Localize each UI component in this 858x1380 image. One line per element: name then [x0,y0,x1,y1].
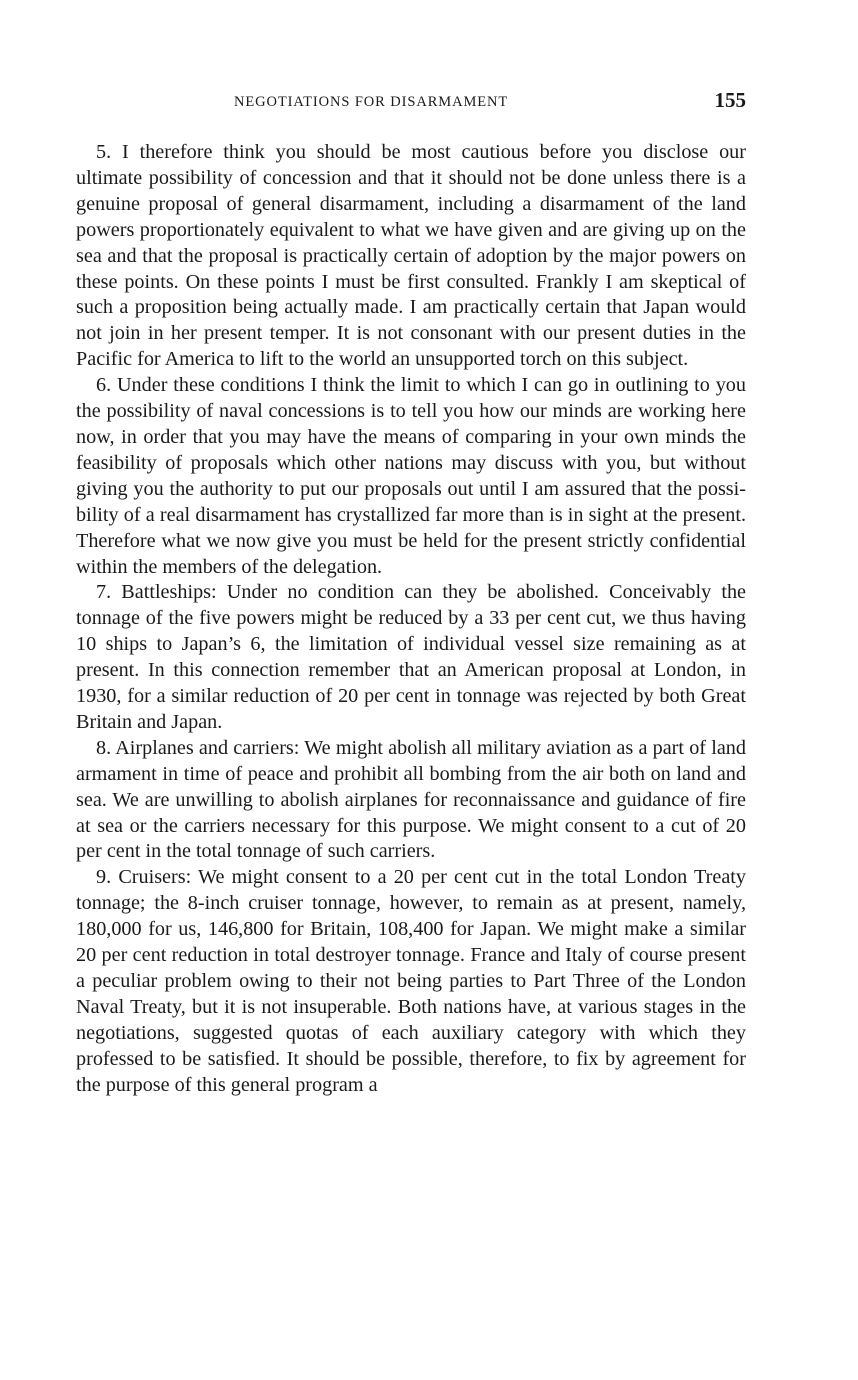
paragraph-6: 6. Under these conditions I think the limit to which I can go in outlining to you the possibility of naval concessions is to tell you how our minds are working here now, in order that you may have the means of comparing in your own minds the feasibility of proposals which other nations may discuss with you, but without giving you the authority to put our proposals out until I am assured that the possibility of a real disarmament has crystallized far more than is in sight at the present. Therefore what we now give you must be held for the present strictly confidential within the members of the delegation. [76,374,746,578]
page-header [76,88,746,118]
paragraph-5: 5. I therefore think you should be most cautious before you disclose our ultimate possibility of concession and that it should not be done unless there is a genuine proposal of general disarmament, including a disarmament of the land powers proportionately equivalent to what we have given and are giving up on the sea and that the proposal is practically certain of adoption by the major powers on these points. On these points I must be first consulted. Frankly I am skeptical of such a proposition being actually made. I am practically certain that Japan would not join in her present temper. It is not consonant with our present duties in the Pacific for America to lift to the world an unsupported torch on this subject. [76,141,746,371]
book-page [76,88,746,1099]
paragraph-8: 8. Airplanes and carriers: We might abolish all military aviation as a part of land armament in time of peace and prohibit all bombing from the air both on land and sea. We are unwilling to abolish airplanes for reconnaissance and guidance of fire at sea or the carriers necessary for this purpose. We might consent to a cut of 20 per cent in the total tonnage of such carriers. [76,736,746,863]
paragraph-7: 7. Battleships: Under no condition can they be abolished. Conceivably the tonnage of the five powers might be reduced by a 33 per cent cut, we thus having 10 ships to Japan’s 6, the limitation of individual vessel size remaining as at present. In this connection remember that an American proposal at London, in 1930, for a similar reduction of 20 per cent in tonnage was rejected by both Great Britain and Japan. [76,581,746,733]
running-title: NEGOTIATIONS FOR DISARMAMENT [234,94,509,110]
page-number: 155 [714,88,746,112]
paragraph-9: 9. Cruisers: We might consent to a 20 per cent cut in the total London Treaty tonnage; the 8-inch cruiser tonnage, however, to remain as at present, namely, 180,000 for us, 146,800 for Britain, 108,400 for Japan. We might make a similar 20 per cent reduction in total destroyer tonnage. France and Italy of course present a peculiar problem owing to their not being parties to Part Three of the London Naval Treaty, but it is not insuperable. Both nations have, at various stages in the negotiations, suggested quotas of each auxiliary category with which they professed to be satisfied. It should be possible, therefore, to fix by agreement for the purpose of this general program a [76,866,746,1096]
body-text [76,140,746,1099]
